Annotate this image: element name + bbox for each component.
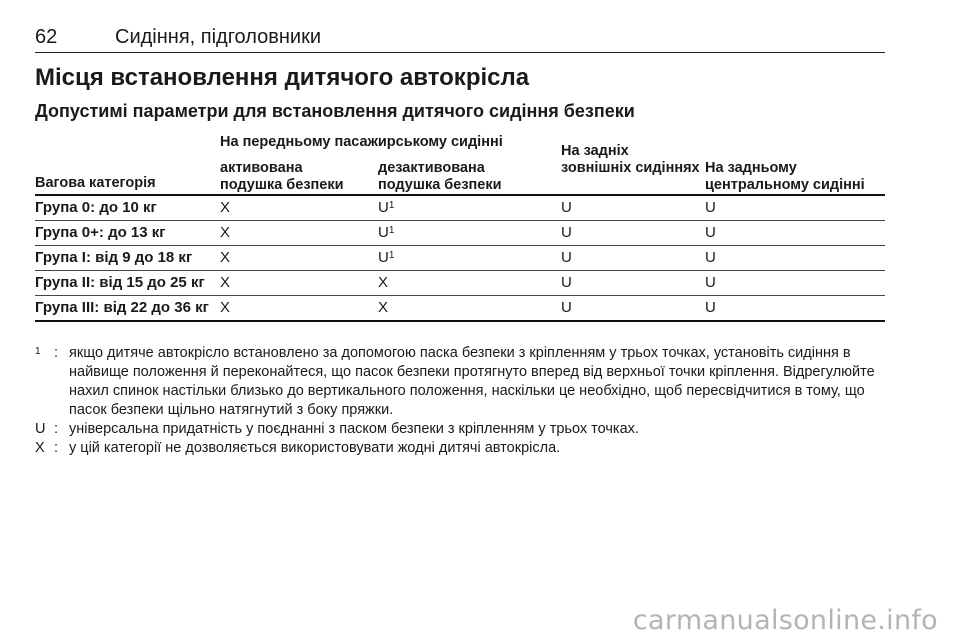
header-airbag-on: активована подушка безпеки <box>220 160 344 193</box>
cell-airbag-off: X <box>378 299 389 316</box>
footnote-key: U <box>35 421 46 437</box>
footnote-text: якщо дитяче автокрісло встановлено за допомогою паска безпеки з кріпленням у трьох точках, установіть сидіння в найвище положення й переконайтеся, що пасок безпеки протягнуто вперед від верхньої точки кріплення. Відрегулюйте нахил спинок настільки близько до вертикального положення, наскільки це необхідно, щоб пересвідчитися в тому, що пасок безпеки щільно натягнутий з боку пряжки. <box>69 345 875 418</box>
cell-rear-center: U <box>705 199 716 216</box>
cell-airbag-on: X <box>220 224 231 241</box>
cell-airbag-on: X <box>220 199 231 216</box>
cell-group: Група III: від 22 до 36 кг <box>35 299 209 316</box>
page-title: Місця встановлення дитячого автокрісла <box>35 64 530 91</box>
header-rear-center: На задньому центральному сидінні <box>705 160 865 193</box>
cell-rear-center: U <box>705 224 716 241</box>
cell-rear-outer: U <box>561 249 572 266</box>
header-front-seat: На передньому пасажирському сидінні <box>220 134 503 150</box>
cell-airbag-on: X <box>220 249 231 266</box>
footnote-colon: : <box>54 345 59 361</box>
footnote-colon: : <box>54 440 59 456</box>
cell-rear-outer: U <box>561 274 572 291</box>
footnote-ref: 1 <box>388 250 395 261</box>
footnote-item <box>35 420 885 439</box>
cell-airbag-on: X <box>220 299 231 316</box>
page-number: 62 <box>35 26 58 48</box>
cell-rear-center: U <box>705 299 716 316</box>
table-row <box>35 296 885 322</box>
child-seat-table <box>35 132 885 322</box>
footnote-ref: 1 <box>388 225 395 236</box>
cell-rear-outer: U <box>561 199 572 216</box>
footnote-colon: : <box>54 421 59 437</box>
header-rear-outer: На задніх зовнішніх сидіннях <box>561 143 700 176</box>
cell-airbag-on: X <box>220 274 231 291</box>
cell-group: Група II: від 15 до 25 кг <box>35 274 205 291</box>
cell-rear-outer: U <box>561 299 572 316</box>
header-airbag-off: дезактивована подушка безпеки <box>378 160 502 193</box>
cell-airbag-off: X <box>378 274 389 291</box>
table-row <box>35 196 885 221</box>
footnote-item <box>35 344 885 420</box>
watermark: carmanualsonline.info <box>632 605 938 636</box>
cell-rear-center: U <box>705 274 716 291</box>
header-weight-category: Вагова категорія <box>35 175 156 191</box>
footnote-item <box>35 439 885 458</box>
table-row <box>35 271 885 296</box>
table-header <box>35 132 885 196</box>
cell-airbag-off: $U^1$ <box>378 224 395 241</box>
table-row <box>35 246 885 271</box>
footnote-ref: 1 <box>388 200 395 211</box>
footnote-text: універсальна придатність у поєднанні з паском безпеки з кріпленням у трьох точках. <box>69 421 639 437</box>
footnotes <box>35 344 885 458</box>
cell-rear-outer: U <box>561 224 572 241</box>
cell-group: Група I: від 9 до 18 кг <box>35 249 193 266</box>
cell-group: Група 0: до 10 кг <box>35 199 157 216</box>
table-subtitle: Допустимі параметри для встановлення дитячого сидіння безпеки <box>35 101 635 121</box>
cell-rear-center: U <box>705 249 716 266</box>
page-header <box>35 26 885 53</box>
cell-group: Група 0+: до 13 кг <box>35 224 166 241</box>
cell-airbag-off: $U^1$ <box>378 249 395 266</box>
table-body <box>35 196 885 322</box>
footnote-key: 1 <box>35 346 41 357</box>
footnote-text: у цій категорії не дозволяється використовувати жодні дитячі автокрісла. <box>69 440 561 456</box>
cell-airbag-off: $U^1$ <box>378 199 395 216</box>
table-row <box>35 221 885 246</box>
footnote-key: X <box>35 440 45 456</box>
section-title: Сидіння, підголовники <box>115 26 322 48</box>
